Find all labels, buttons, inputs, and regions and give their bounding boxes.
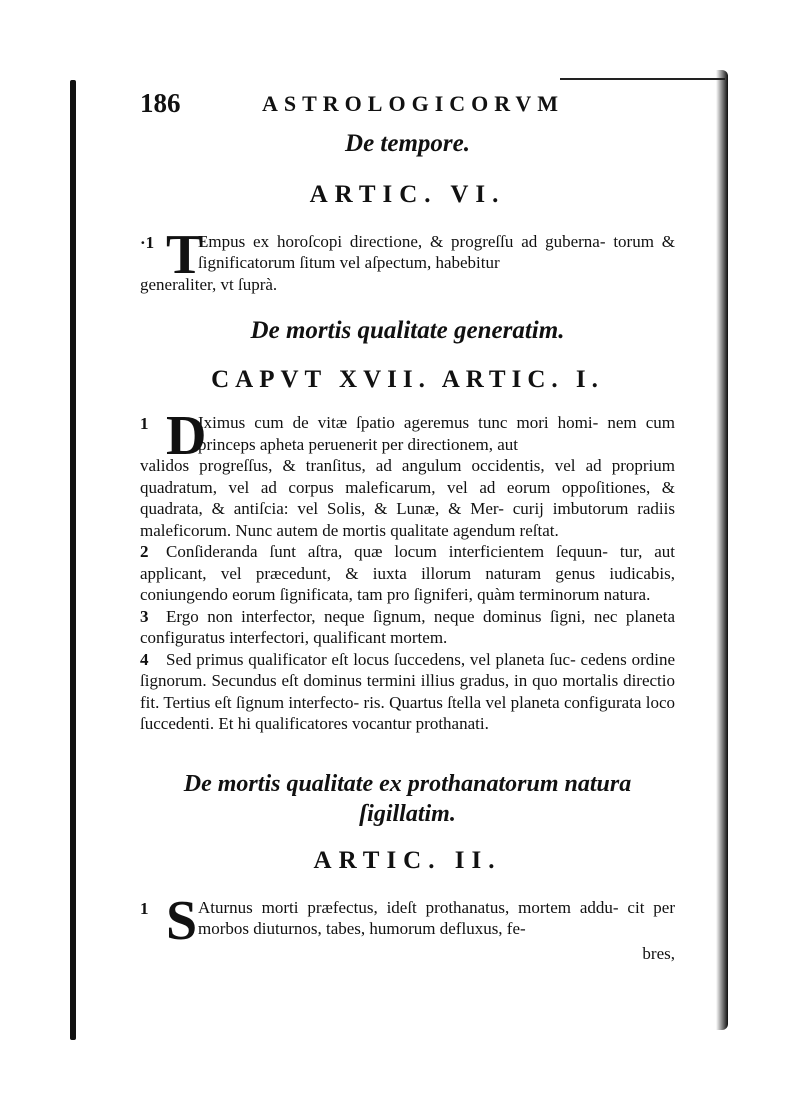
- drop-cap-text: Empus ex horoſcopi directione, & progreſſu ad guberna- torum & ſignificatorum ſitum vel aſpectum, habebitur: [198, 231, 675, 273]
- section-title-de-mortis-generatim: De mortis qualitate generatim.: [250, 317, 565, 345]
- paragraph-mortis-3: [140, 606, 675, 649]
- page-number: 186: [140, 88, 181, 118]
- page-edge-shadow: [716, 70, 728, 1030]
- page-content: [140, 130, 675, 964]
- section-title-line-1: De mortis qualitate ex prothanatorum natura: [183, 770, 632, 797]
- paragraph-text: Sed primus qualificator eſt locus ſuccedens, vel planeta ſuc- cedens ordine ſignorum. Secundus eſt dominus termini illius gradus, in quo mortalis directio fit. Tertius eſt ſignum interfecto- ris. Quartus ſtella vel planeta configurata loco ſuccedenti. Et hi qualificatores vocantur prothanati.: [140, 649, 675, 733]
- paragraph-de-tempore-1: [140, 223, 675, 296]
- drop-cap-text: Aturnus morti præfectus, ideſt prothanatus, mortem addu- cit per morbos diuturnos, tabes, humorum defluxus, fe-: [198, 897, 675, 938]
- paragraph-number: 3: [140, 606, 149, 626]
- drop-cap-d: D: [166, 405, 207, 467]
- paragraph-continuation: validos progreſſus, & tranſitus, ad angulum occidentis, vel ad proprium quadratum, vel ad corpus maleficarum, vel ad eorum oppoſitiones, & quadrata, & antiſcia: vel Solis, & Lunæ, & Mer- curij imbutorum radiis maleficorum. Nunc autem de mortis qualitate agendum reſtat.: [140, 456, 675, 540]
- paragraph-number: 2: [140, 542, 149, 561]
- catchword: bres,: [642, 943, 675, 963]
- caput-heading-xvii: CAPVT XVII. ARTIC. I.: [211, 366, 604, 393]
- paragraph-mortis-1: [140, 405, 675, 541]
- section-de-mortis-generatim: [140, 317, 675, 734]
- section-de-tempore: [140, 130, 675, 295]
- paragraph-number: 4: [140, 649, 149, 669]
- paragraph-number: 1: [140, 414, 149, 433]
- drop-cap-s: S: [166, 889, 198, 952]
- paragraph-number: ·1: [140, 232, 155, 252]
- artic-heading-ii: ARTIC. II.: [313, 846, 502, 874]
- paragraph-continuation: generaliter, vt ſuprà.: [140, 274, 278, 294]
- binding-edge-line: [70, 80, 76, 1040]
- top-rule-line: [560, 78, 725, 80]
- artic-heading-vi: ARTIC. VI.: [309, 180, 506, 208]
- drop-cap-t: T: [166, 223, 204, 286]
- section-de-mortis-sigillatim: [140, 769, 675, 965]
- paragraph-number: 1: [140, 898, 149, 918]
- section-title-de-mortis-sigillatim: [140, 769, 675, 829]
- running-title: ASTROLOGICORVM: [262, 91, 565, 116]
- section-title-de-tempore: De tempore.: [345, 130, 470, 157]
- drop-cap-text: Iximus cum de vitæ ſpatio ageremus tunc mori homi- nem cum princeps apheta peruenerit per directionem, aut: [198, 413, 675, 454]
- paragraph-mortis-4: [140, 649, 675, 735]
- page-header: [140, 88, 700, 120]
- paragraph-sigillatim-1: [140, 889, 675, 952]
- paragraph-text: Conſideranda ſunt aſtra, quæ locum interficientem ſequun- tur, aut applicant, vel præcedunt, & iuxta illorum naturam genus iudicabis, coniungendo eorum ſignificata, tam pro ſigniferi, quàm terminorum natura.: [140, 542, 675, 604]
- paragraph-mortis-2: [140, 541, 675, 606]
- section-title-line-2: ſigillatim.: [359, 800, 456, 827]
- paragraph-text: Ergo non interfector, neque ſignum, neque dominus ſigni, nec planeta configuratus interfectori, qualificant mortem.: [140, 606, 675, 647]
